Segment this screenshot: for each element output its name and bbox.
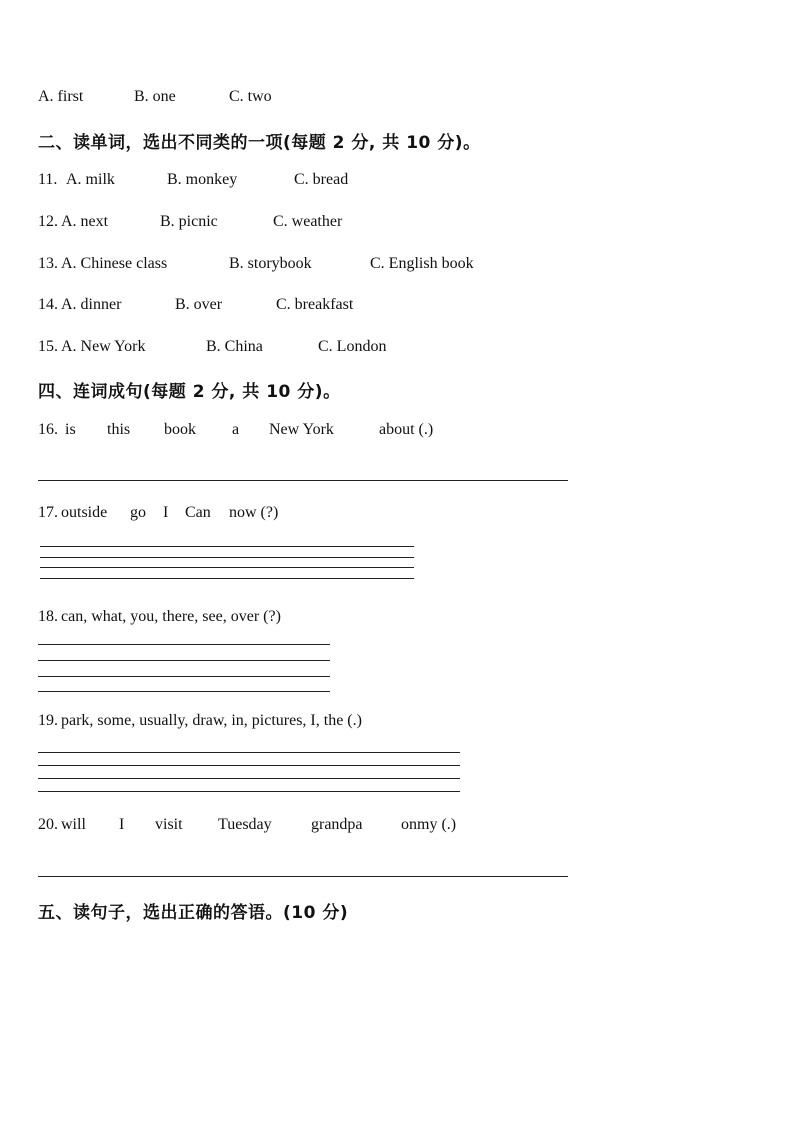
q13-option-a: A. Chinese class [61,255,168,272]
q20-word: onmy (.) [401,816,457,833]
q11-option-c: C. bread [294,171,349,188]
q17-number: 17. [38,504,58,521]
q16-word: this [107,421,131,438]
q19-number: 19. [38,712,58,729]
q18-answer-line [38,644,330,645]
q10-option-a: A. first [38,88,84,105]
q19-answer-line [38,791,460,792]
q15-option-c: C. London [318,338,387,355]
q17-answer-line [40,546,414,547]
q14-option-b: B. over [175,296,223,313]
q15-number: 15. [38,338,58,355]
q13-option-b: B. storybook [229,255,312,272]
q13-number: 13. [38,255,58,272]
q19-answer-line [38,752,460,753]
q20-word: will [61,816,86,833]
q20-word: grandpa [311,816,363,833]
q16-word: book [164,421,196,438]
q20-word: Tuesday [218,816,272,833]
q17-word: I [163,504,169,521]
q14-number: 14. [38,296,58,313]
q12-option-c: C. weather [273,213,343,230]
section-5-title: 五、读句子，选出正确的答语。(10 分) [38,903,349,923]
q12-option-b: B. picnic [160,213,218,230]
q15-option-a: A. New York [61,338,146,355]
q19-answer-line [38,778,460,779]
q11-option-a: A. milk [66,171,115,188]
q16-number: 16. [38,421,58,438]
q19-words: park, some, usually, draw, in, pictures, I, the (.) [61,712,362,729]
q10-option-c: C. two [229,88,272,105]
q18-answer-line [38,660,330,661]
q14-option-c: C. breakfast [276,296,354,313]
q13-option-c: C. English book [370,255,474,272]
q14-option-a: A. dinner [61,296,122,313]
q17-word: now (?) [229,504,279,521]
q16-word: is [65,421,76,438]
q16-word: a [232,421,240,438]
q17-answer-line [40,557,414,558]
q20-word: I [119,816,125,833]
q17-answer-line [40,578,414,579]
q17-word: go [130,504,146,521]
q15-option-b: B. China [206,338,263,355]
q10-option-b: B. one [134,88,176,105]
q17-word: Can [185,504,211,521]
q17-answer-line [40,567,414,568]
q12-option-a: A. next [61,213,109,230]
q12-number: 12. [38,213,58,230]
section-2-title: 二、读单词，选出不同类的一项(每题 2 分, 共 10 分)。 [38,133,481,153]
q18-answer-line [38,691,330,692]
section-4-title: 四、连词成句(每题 2 分, 共 10 分)。 [38,382,341,402]
q18-words: can, what, you, there, see, over (?) [61,608,281,625]
q11-option-b: B. monkey [167,171,238,188]
q17-word: outside [61,504,108,521]
q18-answer-line [38,676,330,677]
q11-number: 11. [38,171,58,188]
q16-word: New York [269,421,334,438]
q19-answer-line [38,765,460,766]
q20-answer-line [38,876,568,877]
q16-word: about (.) [379,421,434,438]
q20-number: 20. [38,816,58,833]
q16-answer-line [38,480,568,481]
q20-word: visit [155,816,183,833]
q18-number: 18. [38,608,58,625]
